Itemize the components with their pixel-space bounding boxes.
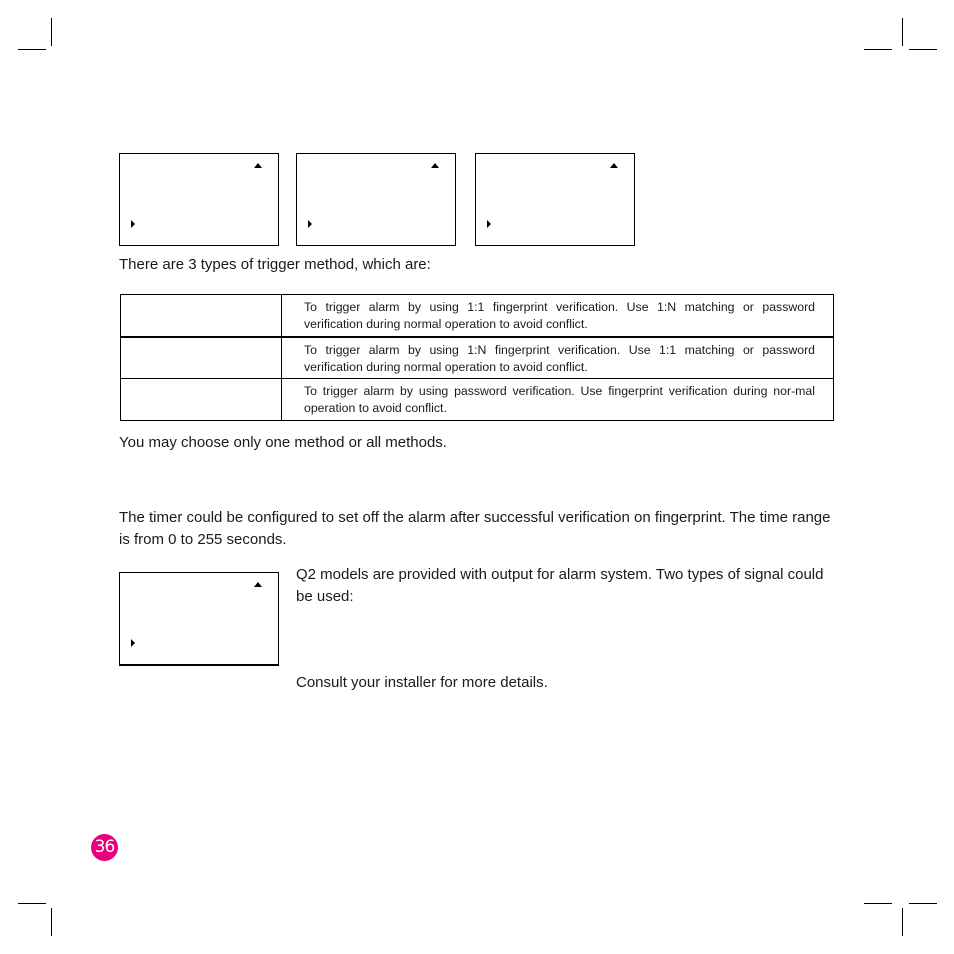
crop-mark xyxy=(902,18,903,46)
table-row xyxy=(121,379,834,421)
method-label-cell xyxy=(121,379,282,421)
arrow-up-icon xyxy=(431,163,439,168)
crop-mark xyxy=(864,903,892,904)
trigger-intro-text: There are 3 types of trigger method, which are: xyxy=(119,256,431,273)
method-label-cell xyxy=(121,295,282,337)
lcd-screen-3 xyxy=(475,153,635,246)
method-description: To trigger alarm by using 1:1 fingerprint verification. Use 1:N matching or password verification during normal operation to avoid conflict. xyxy=(282,295,834,337)
arrow-up-icon xyxy=(254,582,262,587)
table-row xyxy=(121,337,834,379)
crop-mark xyxy=(51,18,52,46)
crop-mark xyxy=(864,49,892,50)
table-row xyxy=(121,295,834,337)
method-description: To trigger alarm by using 1:N fingerprint verification. Use 1:1 matching or password verification during normal operation to avoid conflict. xyxy=(282,337,834,379)
lcd-screen-1 xyxy=(119,153,279,246)
arrow-right-icon xyxy=(131,639,135,647)
crop-mark xyxy=(51,908,52,936)
consult-text: Consult your installer for more details. xyxy=(296,674,548,691)
crop-mark xyxy=(909,49,937,50)
timer-text: The timer could be configured to set off the alarm after successful verification on fingerprint. The time range is from 0 to 255 seconds. xyxy=(119,509,831,548)
crop-mark xyxy=(909,903,937,904)
arrow-right-icon xyxy=(131,220,135,228)
lcd-screen-4 xyxy=(119,572,279,666)
page-number-badge: 36 xyxy=(91,834,118,861)
trigger-methods-table xyxy=(120,294,834,421)
crop-mark xyxy=(18,49,46,50)
crop-mark xyxy=(18,903,46,904)
crop-mark xyxy=(902,908,903,936)
arrow-right-icon xyxy=(308,220,312,228)
arrow-up-icon xyxy=(610,163,618,168)
choose-method-text: You may choose only one method or all methods. xyxy=(119,434,447,451)
method-label-cell xyxy=(121,337,282,379)
lcd-screen-2 xyxy=(296,153,456,246)
output-text: Q2 models are provided with output for alarm system. Two types of signal could be used: xyxy=(296,566,824,605)
arrow-up-icon xyxy=(254,163,262,168)
method-description: To trigger alarm by using password verification. Use fingerprint verification during nor-mal operation to avoid conflict. xyxy=(282,379,834,421)
arrow-right-icon xyxy=(487,220,491,228)
